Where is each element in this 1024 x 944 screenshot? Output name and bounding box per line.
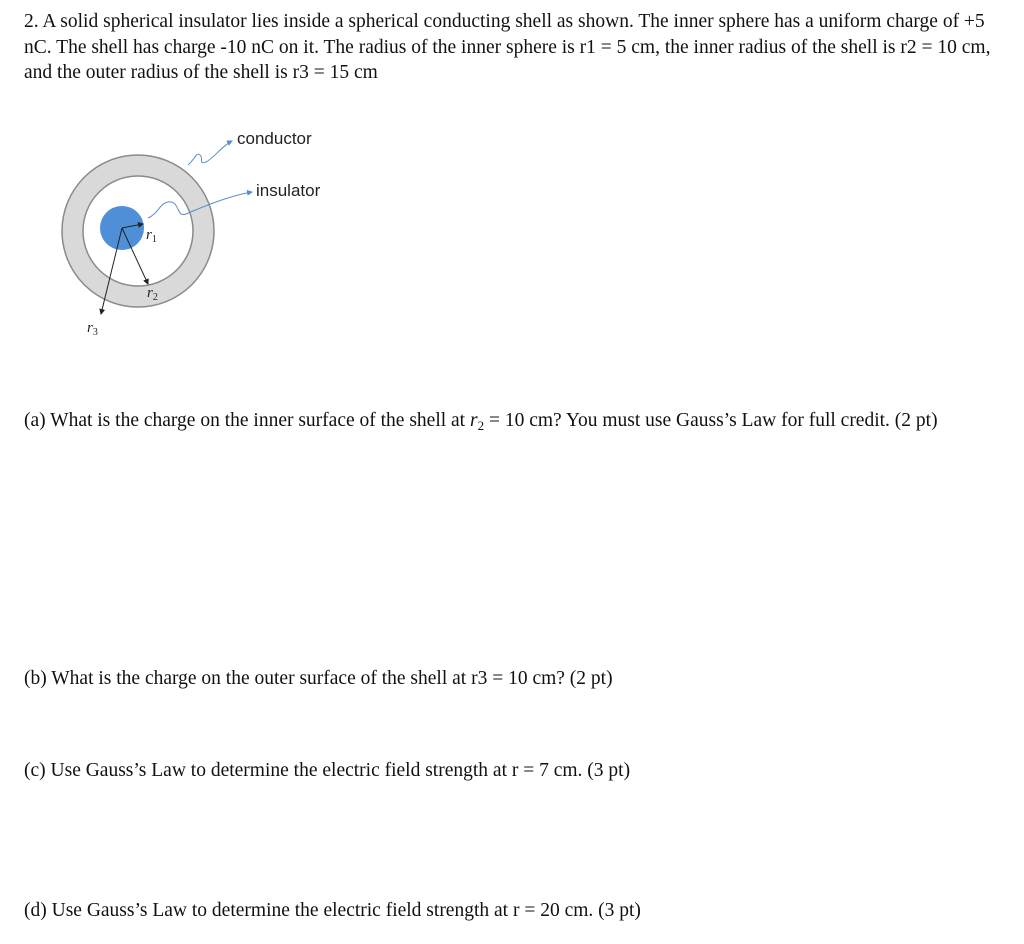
r3-label: $r_3$ xyxy=(87,320,98,338)
insulator-label: insulator xyxy=(256,181,321,200)
conductor-leader-line xyxy=(188,141,232,165)
sphere-shell-diagram xyxy=(0,110,360,350)
conductor-label: conductor xyxy=(237,129,312,148)
question-c: (c) Use Gauss’s Law to determine the electric field strength at r = 7 cm. (3 pt) xyxy=(24,760,631,781)
r1-label: $r_1$ xyxy=(146,227,157,245)
question-d: (d) Use Gauss’s Law to determine the electric field strength at r = 20 cm. (3 pt) xyxy=(24,900,641,921)
question-b: (b) What is the charge on the outer surface of the shell at r3 = 10 cm? (2 pt) xyxy=(24,668,613,689)
question-a: (a) What is the charge on the inner surface of the shell at $r_2 = 10$ cm? You must use Gauss’s Law for full credit. (2 pt) xyxy=(24,410,938,433)
problem-statement: 2. A solid spherical insulator lies inside a spherical conducting shell as shown. The inner sphere has a uniform charge of +5 nC. The shell has charge -10 nC on it. The radius of the inner sphere is r1 = 5 cm, the inner radius of the shell is r2 = 10 cm, and the outer radius of the shell is r3 = 15 cm xyxy=(24,11,991,83)
r2-label: $r_2$ xyxy=(147,285,158,303)
r2-variable: r xyxy=(469,410,478,431)
